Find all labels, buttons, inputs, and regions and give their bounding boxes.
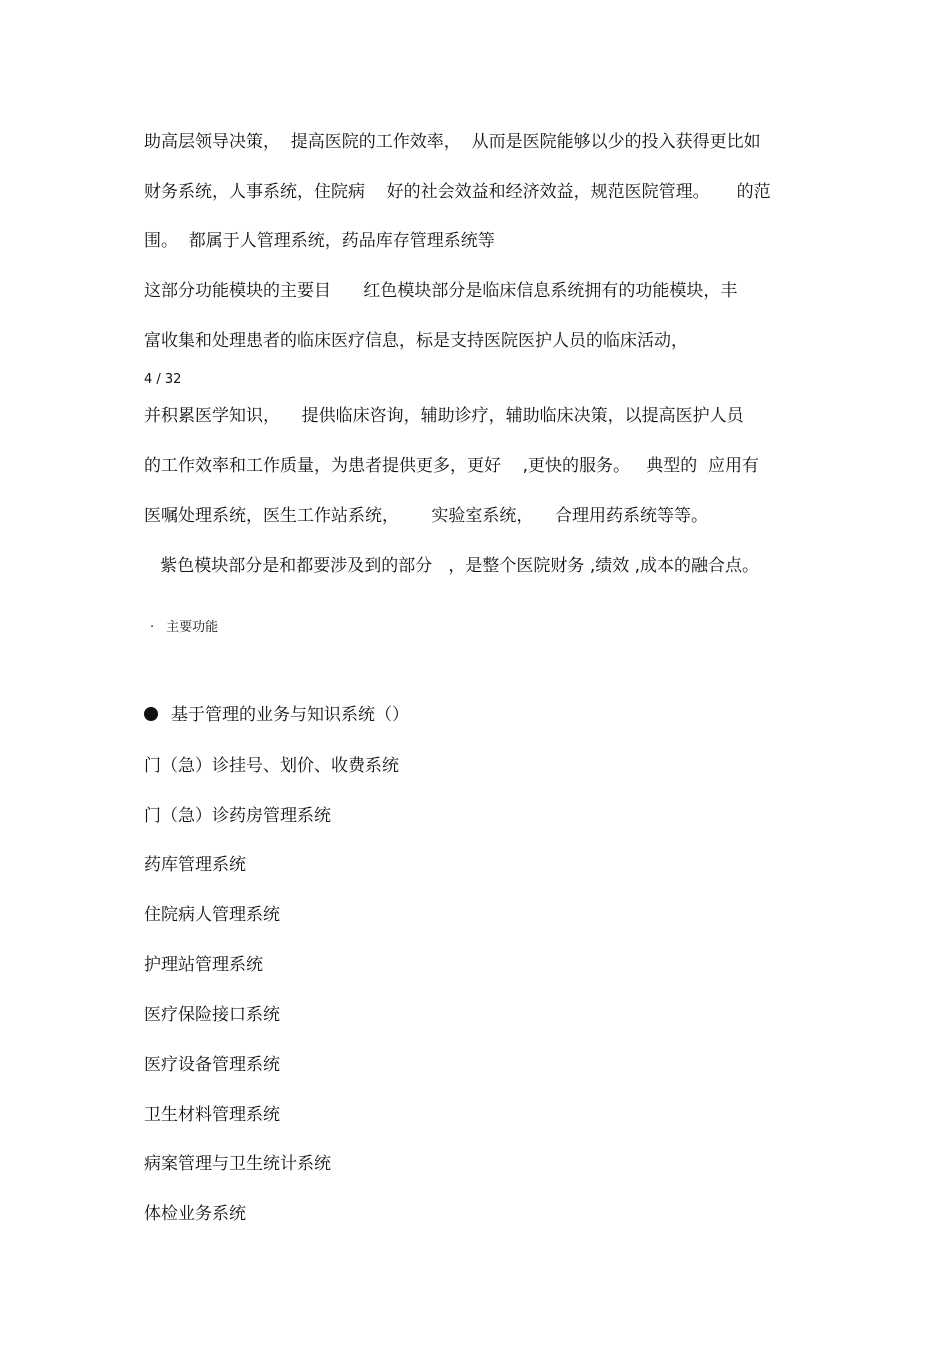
bullet-heading (144, 704, 409, 726)
list-item: 门（急）诊药房管理系统 (144, 806, 331, 826)
list-item: 病案管理与卫生统计系统 (144, 1154, 331, 1174)
paragraph-line-3: 围。 都属于人管理系统，药品库存管理系统等 (144, 231, 495, 251)
list-item: 体检业务系统 (144, 1204, 246, 1224)
list-item: 医疗保险接口系统 (144, 1005, 280, 1025)
paragraph-line-6: 并积累医学知识， 提供临床咨询，辅助诊疗，辅助临床决策，以提高医护人员 (144, 406, 744, 426)
list-item: 住院病人管理系统 (144, 905, 280, 925)
bullet-dot-icon (144, 707, 158, 721)
list-item: 卫生材料管理系统 (144, 1105, 280, 1125)
section-title: 主要功能 (166, 620, 219, 635)
paragraph-line-1: 助高层领导决策， 提高医院的工作效率， 从而是医院能够以少的投入获得更比如 (144, 132, 761, 152)
bullet-heading-text: 基于管理的业务与知识系统（） (171, 705, 409, 725)
list-item: 医疗设备管理系统 (144, 1055, 280, 1075)
paragraph-line-9: 紫色模块部分是和都要涉及到的部分 ，是整个医院财务 ,绩效 ,成本的融合点。 (144, 556, 760, 576)
list-item: 药库管理系统 (144, 855, 246, 875)
section-heading (150, 619, 218, 637)
paragraph-line-5: 富收集和处理患者的临床医疗信息，标是支持医院医护人员的临床活动， (144, 331, 688, 351)
list-item: 护理站管理系统 (144, 955, 263, 975)
paragraph-line-2: 财务系统，人事系统，住院病 好的社会效益和经济效益，规范医院管理。 的范 (144, 182, 771, 202)
page-number: 4 / 32 (144, 372, 182, 387)
section-bullet: · (150, 620, 155, 635)
list-item: 门（急）诊挂号、划价、收费系统 (144, 756, 399, 776)
paragraph-line-8: 医嘱处理系统，医生工作站系统， 实验室系统， 合理用药系统等等。 (144, 506, 709, 526)
paragraph-line-7: 的工作效率和工作质量，为患者提供更多，更好 ,更快的服务。 典型的 应用有 (144, 456, 760, 476)
paragraph-line-4: 这部分功能模块的主要目 红色模块部分是临床信息系统拥有的功能模块，丰 (144, 281, 738, 301)
